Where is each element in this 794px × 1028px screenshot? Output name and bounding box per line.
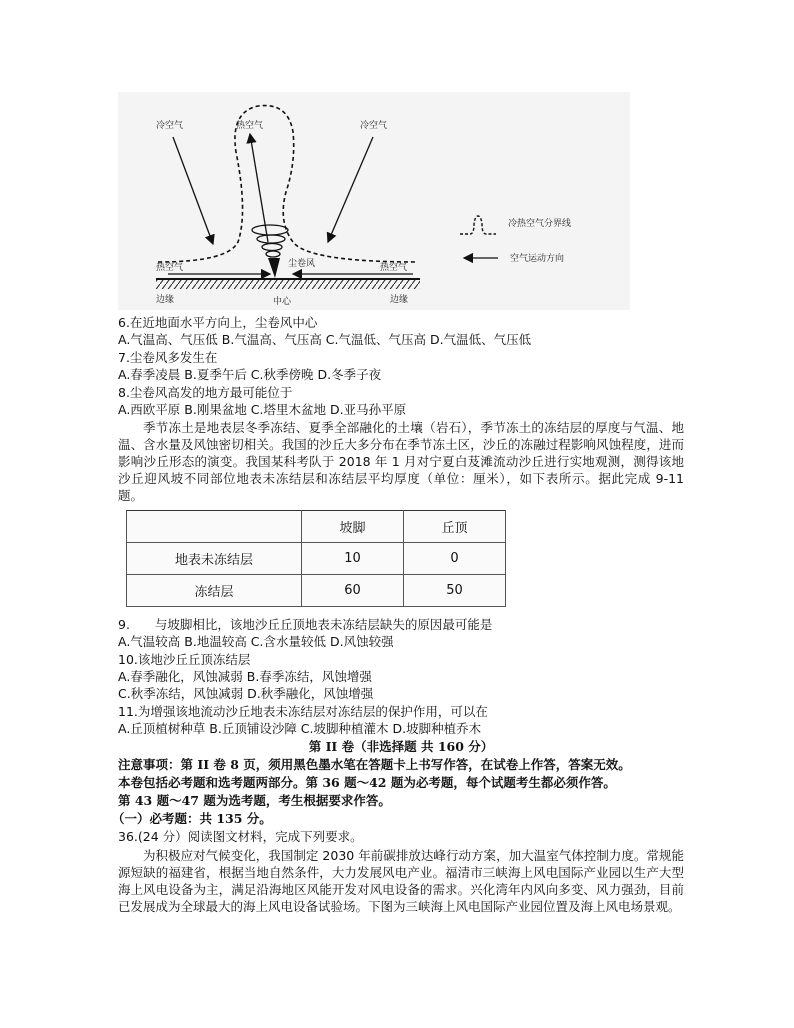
passage-frozen-soil: 季节冻土是地表层冬季冻结、夏季全部融化的土壤（岩石），季节冻土的冻结层的厚度与气温、地温、含水量及风蚀密切相关。我国的沙丘大多分布在季节冻土区，沙丘的冻融过程影响风蚀程度，进而影响沙丘形态的演变。我国某科考队于 2018 年 1 月对宁夏白芨滩流动沙丘进行实地观测，测得该地沙丘迎风坡不同部位地表未冻结层和冻结层平均厚度（单位：厘米），如下表所示。据此完成 9-11 题。 [118, 420, 684, 503]
q10-options-cd: C.秋季冻结，风蚀减弱 D.秋季融化，风蚀增强 [118, 686, 374, 701]
table-cell: 50 [404, 575, 506, 607]
label-hot-air-top: 热空气 [236, 121, 264, 131]
section-required: （一）必考题：共 135 分。 [112, 811, 272, 826]
table-cell: 10 [302, 543, 404, 575]
label-center: 中心 [273, 297, 292, 307]
frozen-layer-table [126, 510, 506, 607]
table-row [127, 575, 506, 607]
table-cell: 冻结层 [127, 575, 302, 607]
part2-note-3: 第 43 题～47 题为选考题，考生根据要求作答。 [118, 793, 391, 808]
table-header-cell: 坡脚 [302, 511, 404, 543]
q11-stem: 11.为增强该地流动沙丘地表未冻结层对冻结层的保护作用，可以在 [118, 704, 488, 719]
q9-options: A.气温较高 B.地温较高 C.含水量较低 D.风蚀较强 [118, 634, 394, 649]
whirlwind-icon [252, 225, 288, 278]
q7-stem: 7.尘卷风多发生在 [118, 350, 218, 365]
label-edge-right: 边缘 [390, 295, 409, 305]
ground-hatch [156, 280, 420, 289]
table-header-cell [127, 511, 302, 543]
legend-boundary-symbol [460, 216, 496, 234]
q11-options: A.丘顶植树种草 B.丘顶铺设沙障 C.坡脚种植灌木 D.坡脚种植乔木 [118, 721, 482, 736]
table-cell: 地表未冻结层 [127, 543, 302, 575]
label-hot-air-left: 热空气 [156, 263, 184, 273]
table-cell: 0 [404, 543, 506, 575]
q8-stem: 8.尘卷风高发的地方最可能位于 [118, 385, 293, 400]
dust-devil-svg [118, 92, 630, 310]
table-header-row [127, 511, 506, 543]
table-row [127, 543, 506, 575]
legend-motion-label: 空气运动方向 [510, 254, 565, 264]
label-edge-left: 边缘 [156, 295, 175, 305]
q9-stem: 9. 与坡脚相比，该地沙丘丘顶地表未冻结层缺失的原因最可能是 [118, 617, 493, 632]
q6-options: A.气温高、气压低 B.气温高、气压高 C.气温低、气压高 D.气温低、气压低 [118, 332, 532, 347]
cold-air-left-arrow [173, 137, 213, 244]
label-cold-air-right: 冷空气 [360, 121, 388, 131]
label-hot-air-right: 热空气 [380, 263, 408, 273]
table-header-cell: 丘顶 [404, 511, 506, 543]
part2-title: 第 II 卷（非选择题 共 160 分） [308, 739, 494, 754]
q36-stem: 36.(24 分）阅读图文材料，完成下列要求。 [118, 829, 363, 844]
q10-options-ab: A.春季融化，风蚀减弱 B.春季冻结，风蚀增强 [118, 669, 372, 684]
label-cold-air-left: 冷空气 [156, 121, 184, 131]
part2-note-1: 注意事项：第 II 卷 8 页，须用黑色墨水笔在答题卡上书写作答，在试卷上作答，答案无效。 [118, 757, 631, 772]
table-cell: 60 [302, 575, 404, 607]
q7-options: A.春季凌晨 B.夏季午后 C.秋季傍晚 D.冬季子夜 [118, 367, 382, 382]
part2-note-2: 本卷包括必考题和选考题两部分。第 36 题～42 题为必考题，每个试题考生都必须作答。 [118, 775, 616, 790]
q36-passage: 为积极应对气候变化，我国制定 2030 年前碳排放达峰行动方案，加大温室气体控制力度。常规能源短缺的福建省，根据当地自然条件，大力发展风电产业。福清市三峡海上风电国际产业园以生产大型海上风电设备为主，满足沿海地区风能开发对风电设备的需求。兴化湾年内风向多变、风力强劲，目前已发展成为全球最大的海上风电设备试验场。下图为三峡海上风电国际产业园位置及海上风电场景观。 [118, 848, 684, 914]
q6-stem: 6.在近地面水平方向上，尘卷风中心 [118, 315, 318, 330]
cold-air-right-arrow [328, 137, 373, 242]
dust-devil-diagram [118, 92, 630, 310]
q8-options: A.西欧平原 B.刚果盆地 C.塔里木盆地 D.亚马孙平原 [118, 402, 407, 417]
label-dust-devil: 尘卷风 [288, 259, 316, 269]
q10-stem: 10.该地沙丘丘顶冻结层 [118, 652, 251, 667]
legend-boundary-label: 冷热空气分界线 [508, 219, 572, 229]
